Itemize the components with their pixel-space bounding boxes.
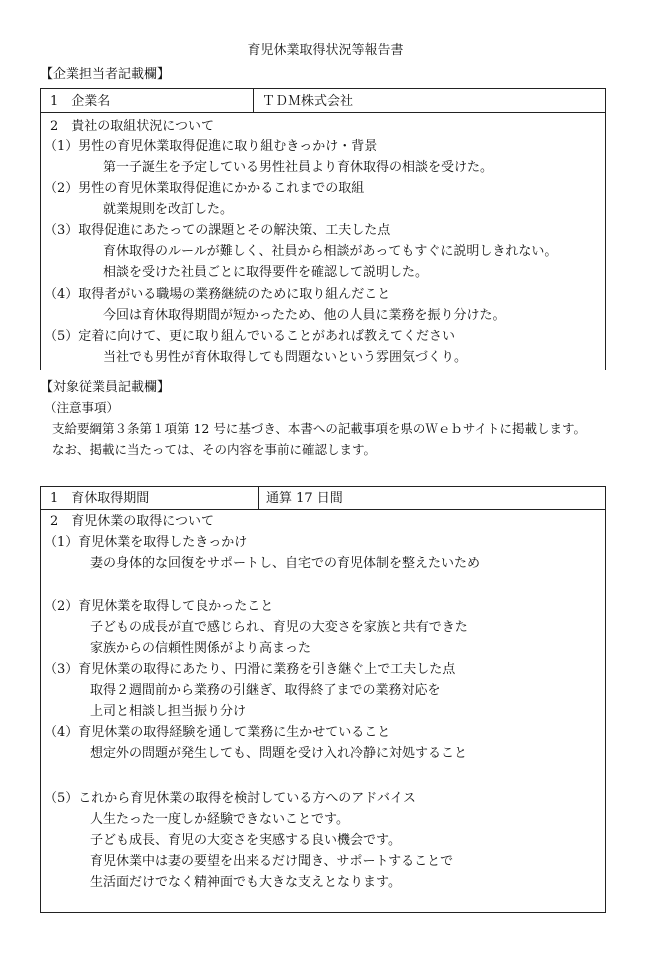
company-a3-line2: 相談を受けた社員ごとに取得要件を確認して説明した。 — [103, 265, 429, 280]
employee-a2-line1: 子どもの成長が直で感じられ、育児の大変さを家族と共有できた — [90, 620, 468, 635]
employee-q4: （4）育児休業の取得経験を通して業務に生かせていること — [44, 725, 391, 740]
employee-a2-line2: 家族からの信頼性関係がより高まった — [90, 641, 312, 656]
employee-q1: （1）育児休業を取得したきっかけ — [44, 535, 248, 550]
page-title: 育児休業取得状況等報告書 — [247, 43, 404, 58]
notice-line-1: 支給要綱第３条第１項第 12 号に基づき、本書への記載事項を県のＷｅｂサイトに掲載します。 — [52, 421, 586, 436]
employee-a3-line1: 取得２週間前から業務の引継ぎ、取得終了までの業務対応を — [90, 683, 441, 698]
employee-a5-line3: 育児休業中は妻の要望を出来るだけ聞き、サポートすることで — [90, 854, 454, 869]
notice-line-2: なお、掲載に当たっては、その内容を事前に確認します。 — [52, 442, 377, 457]
company-q5: （5）定着に向けて、更に取り組んでいることがあれば教えてください — [44, 329, 456, 344]
company-name-value: ＴＤＭ株式会社 — [262, 94, 354, 109]
leave-period-value: 通算 17 日間 — [266, 491, 343, 506]
employee-q3: （3）育児休業の取得にあたり、円滑に業務を引き継ぐ上で工夫した点 — [44, 662, 456, 677]
company-a2-line1: 就業規則を改訂した。 — [103, 202, 234, 217]
company-box-left-border — [40, 112, 41, 370]
employee-a4-line1: 想定外の問題が発生しても、問題を受け入れ冷静に対処すること — [90, 746, 468, 761]
leave-details-label: 2 育児休業の取得について — [50, 514, 215, 529]
leave-period-divider — [258, 486, 259, 510]
company-a3-line1: 育休取得のルールが難しく、社員から相談があってもすぐに説明しきれない。 — [103, 244, 558, 259]
notice-label: （注意事項） — [44, 400, 120, 415]
company-initiatives-label: 2 貴社の取組状況について — [50, 119, 215, 134]
company-name-label: 1 企業名 — [50, 94, 111, 109]
employee-a5-line4: 生活面だけでなく精神面でも大きな支えとなります。 — [90, 875, 401, 890]
company-a1-line1: 第一子誕生を予定している男性社員より育休取得の相談を受けた。 — [103, 160, 494, 175]
employee-section-heading: 【対象従業員記載欄】 — [40, 380, 171, 395]
employee-a3-line2: 上司と相談し担当振り分け — [90, 704, 247, 719]
company-section-heading: 【企業担当者記載欄】 — [40, 67, 171, 82]
employee-a5-line2: 子ども成長、育児の大変さを実感する良い機会です。 — [90, 833, 401, 848]
company-name-divider — [253, 88, 254, 113]
company-box-right-border — [605, 112, 606, 370]
employee-a1-line1: 妻の身体的な回復をサポートし、自宅での育児体制を整えたいため — [90, 556, 481, 571]
employee-a5-line1: 人生たった一度しか経験できないことです。 — [90, 812, 349, 827]
company-q1: （1）男性の育児休業取得促進に取り組むきっかけ・背景 — [44, 139, 378, 154]
company-q3: （3）取得促進にあたっての課題とその解決策、工夫した点 — [44, 223, 391, 238]
employee-q2: （2）育児休業を取得して良かったこと — [44, 599, 274, 614]
company-a4-line1: 今回は育休取得期間が短かったため、他の人員に業務を振り分けた。 — [103, 308, 506, 323]
leave-period-label: 1 育休取得期間 — [50, 491, 150, 506]
company-a5-line1: 当社でも男性が育休取得しても問題ないという雰囲気づくり。 — [103, 350, 468, 365]
company-q4: （4）取得者がいる職場の業務継続のために取り組んだこと — [44, 287, 391, 302]
employee-q5: （5）これから育児休業の取得を検討している方へのアドバイス — [44, 791, 416, 806]
company-q2: （2）男性の育児休業取得促進にかかるこれまでの取組 — [44, 181, 365, 196]
